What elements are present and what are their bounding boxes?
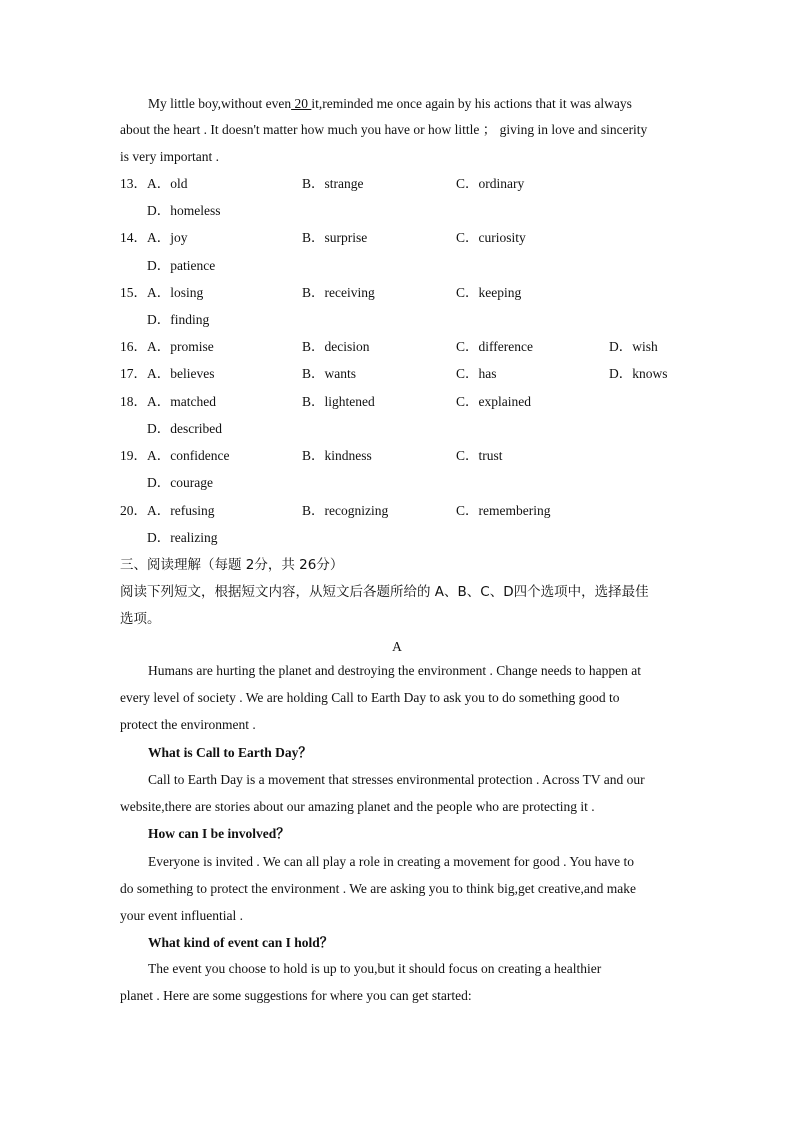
question-number: 15．	[120, 285, 147, 300]
passage-text: My little boy,without even	[148, 96, 292, 111]
article-p4-line-1: The event you choose to hold is up to you,but it should focus on creating a healthier	[148, 961, 602, 976]
passage-text: it,reminded me once again by his actions that it was always	[311, 96, 632, 111]
option-b: B．lightened	[302, 394, 375, 409]
option-d: D．patience	[147, 258, 216, 273]
option-c: C．explained	[456, 394, 531, 409]
option-b: B．wants	[302, 366, 356, 381]
option-b: B．decision	[302, 339, 370, 354]
option-b: B．kindness	[302, 448, 372, 463]
article-p3-line-3: your event influential .	[120, 908, 243, 923]
question-number: 20．	[120, 503, 147, 518]
article-p3-line-1: Everyone is invited . We can all play a role in creating a movement for good . You have to	[148, 854, 635, 869]
option-a: A．old	[147, 176, 188, 191]
option-c: C．ordinary	[456, 176, 525, 191]
option-b: B．recognizing	[302, 503, 389, 518]
passage-line-2: about the heart . It doesn't matter how much you have or how little ； giving in love and sincerity	[120, 122, 648, 137]
passage-line-1	[120, 95, 680, 113]
question-number: 18．	[120, 394, 147, 409]
question-number: 17．	[120, 366, 147, 381]
option-b: B．surprise	[302, 230, 368, 245]
article-p1-line-2: every level of society . We are holding Call to Earth Day to ask you to do something good to	[120, 690, 620, 705]
subheading-what-kind: What kind of event can I hold？	[148, 935, 334, 950]
option-a: A．losing	[147, 285, 204, 300]
option-c: C．difference	[456, 339, 533, 354]
option-a: A．refusing	[147, 503, 215, 518]
option-c: C．trust	[456, 448, 503, 463]
question-number: 16．	[120, 339, 147, 354]
article-p1-line-1: Humans are hurting the planet and destroying the environment . Change needs to happen at	[148, 663, 641, 678]
option-d: D．realizing	[147, 530, 218, 545]
option-b: B．receiving	[302, 285, 375, 300]
option-d: D．wish	[609, 339, 658, 354]
section-instructions-1: 阅读下列短文，根据短文内容，从短文后各题所给的 A、B、C、D四个选项中，选择最佳	[120, 584, 649, 600]
option-d: D．courage	[147, 475, 213, 490]
option-c: C．curiosity	[456, 230, 526, 245]
option-c: C．keeping	[456, 285, 522, 300]
option-b: B．strange	[302, 176, 364, 191]
section-instructions-2: 选项。	[120, 611, 161, 627]
option-d: D．finding	[147, 312, 210, 327]
option-d: D．homeless	[147, 203, 221, 218]
article-p2-line-2: website,there are stories about our amazing planet and the people who are protecting it .	[120, 799, 595, 814]
blank-20: 20	[291, 96, 312, 111]
option-d: D．knows	[609, 366, 668, 381]
option-c: C．has	[456, 366, 497, 381]
section-heading: 三、阅读理解（每题 2分，共 26分）	[120, 557, 344, 573]
passage-line-3: is very important .	[120, 149, 219, 164]
passage-letter: A	[392, 639, 402, 654]
article-p4-line-2: planet . Here are some suggestions for where you can get started:	[120, 988, 472, 1003]
question-number: 14．	[120, 230, 147, 245]
option-a: A．promise	[147, 339, 214, 354]
subheading-how: How can I be involved？	[148, 826, 290, 841]
option-a: A．confidence	[147, 448, 230, 463]
article-p1-line-3: protect the environment .	[120, 717, 256, 732]
option-d: D．described	[147, 421, 222, 436]
option-a: A．believes	[147, 366, 215, 381]
option-a: A．joy	[147, 230, 188, 245]
question-number: 19．	[120, 448, 147, 463]
article-p2-line-1: Call to Earth Day is a movement that stresses environmental protection . Across TV and our	[148, 772, 645, 787]
option-c: C．remembering	[456, 503, 551, 518]
option-a: A．matched	[147, 394, 216, 409]
article-p3-line-2: do something to protect the environment . We are asking you to think big,get creative,and make	[120, 881, 637, 896]
question-number: 13．	[120, 176, 147, 191]
subheading-what-is: What is Call to Earth Day？	[148, 745, 312, 760]
